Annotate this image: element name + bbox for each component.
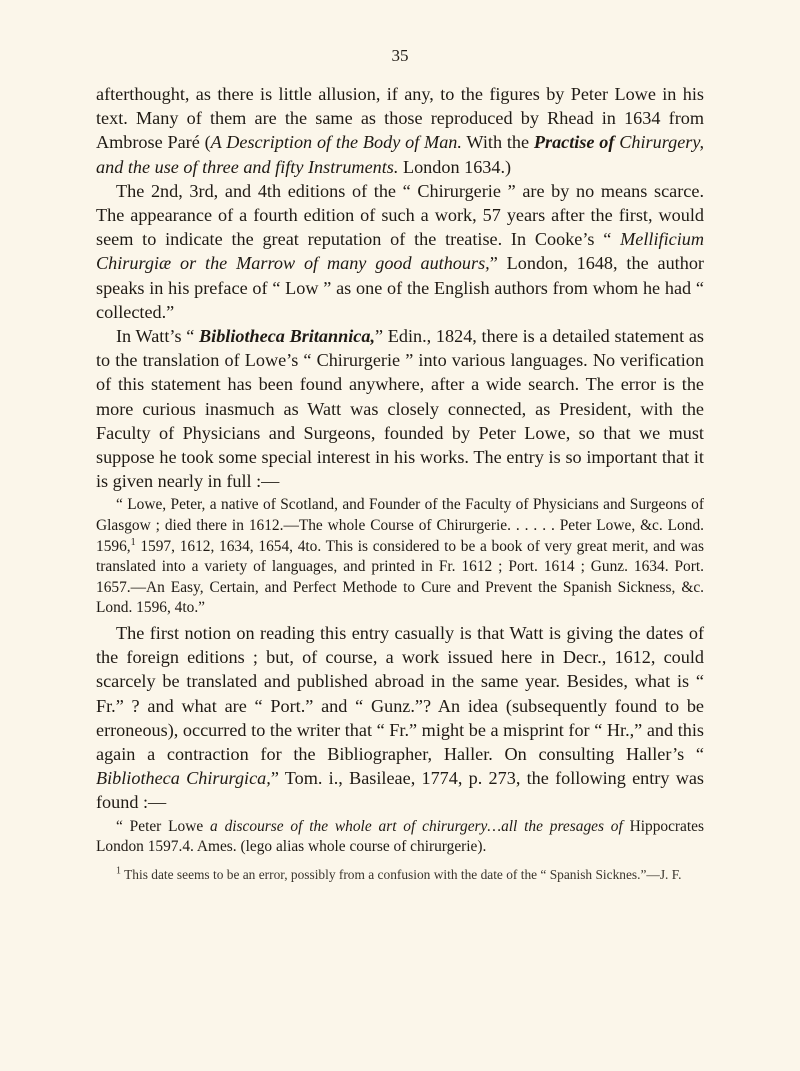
paragraph-3	[96, 324, 704, 493]
footnote-mark: 1	[116, 865, 121, 877]
title-discourse-chirurgery: a discourse of the whole art of chirurgery…all the presages of	[210, 817, 623, 835]
paragraph-2	[96, 179, 704, 324]
footnote-text: This date seems to be an error, possibly from a confusion with the date of the “ Spanish Sicknes.”—J. F.	[121, 866, 682, 882]
title-chirurgery-instruments: Chirurgery, and the use of three and fifty Instruments.	[96, 132, 704, 177]
title-description-of-body: A Description of the Body of Man.	[210, 132, 462, 153]
paragraph-4-text-2: ” Tom. i., Basileae, 1774, p. 273, the following entry was found :—	[96, 768, 704, 813]
quotation-2-text: “ Peter Lowe	[116, 817, 211, 835]
quotation-watt-entry	[96, 495, 704, 619]
title-bibliotheca-chirurgica: Bibliotheca Chirurgica,	[96, 768, 271, 789]
title-bibliotheca-britannica: Bibliotheca Britannica,	[199, 326, 376, 347]
quotation-2-text-2: Hippocrates London 1597.4. Ames. (lego alias whole course of chirurgerie).	[96, 817, 704, 856]
page-number: 35	[391, 46, 409, 65]
quotation-haller-entry	[96, 817, 704, 858]
paragraph-1-text-3: London 1634.)	[398, 156, 512, 177]
page-body	[96, 82, 704, 897]
paragraph-1-text-2: With the	[461, 132, 534, 153]
paragraph-3-text: In Watt’s “	[116, 326, 200, 347]
footnote-reference: 1	[130, 536, 136, 548]
paragraph-4	[96, 621, 704, 815]
paragraph-2-text-2: ” London, 1648, the author speaks in his preface of “ Low ” as one of the English authors from whom he had “ collected.”	[96, 253, 704, 322]
quotation-1-text: “ Lowe, Peter, a native of Scotland, and Founder of the Faculty of Physicians and Surgeons of Glasgow ; died there in 1612.—The whole Course of Chirurgerie. . . . . . Peter Lowe, &c. Lond. 1596,	[96, 496, 704, 555]
paragraph-2-text: The 2nd, 3rd, and 4th editions of the “ Chirurgerie ” are by no means scarce. The appearance of a fourth edition of such a work, 57 years after the first, would seem to indicate the great reputation of the treatise. In Cooke’s “	[96, 180, 704, 250]
paragraph-1	[96, 82, 704, 179]
title-practise-of: Practise of	[533, 132, 615, 153]
paragraph-1-text: afterthought, as there is little allusion, if any, to the figures by Peter Lowe in his text. Many of them are the same as those reproduced by Rhead in 1634 from Ambrose Paré (	[96, 84, 704, 153]
footnote	[96, 866, 704, 884]
paragraph-4-text: The first notion on reading this entry casually is that Watt is giving the dates of the foreign editions ; but, of course, a work issued here in Decr., 1612, could scarcely be translated and published abroad in the same year. Besides, what is “ Fr.” ? and what are “ Port.” and “ Gunz.”? An idea (subsequently found to be erroneous), occurred to the writer that “ Fr.” might be a misprint for “ Hr.,” and this again a contraction for the Bibliographer, Haller. On consulting Haller’s “	[96, 623, 704, 765]
title-mellificium: Mellificium Chirurgiæ or the Marrow of many good authours,	[96, 229, 704, 274]
paragraph-3-text-2: ” Edin., 1824, there is a detailed statement as to the translation of Lowe’s “ Chirurgerie ” into various languages. No verification of this statement has been found anywhere, after a wide search. The error is the more curious inasmuch as Watt was closely connected, as President, with the Faculty of Physicians and Surgeons, founded by Peter Lowe, so that we must suppose he took some special interest in his works. The entry is so important that it is given nearly in full :—	[96, 326, 704, 492]
quotation-1-text-2: 1597, 1612, 1634, 1654, 4to. This is considered to be a book of very great merit, and was translated into a variety of languages, and printed in Fr. 1612 ; Port. 1614 ; Gunz. 1634. Port. 1657.—An Easy, Certain, and Perfect Methode to Cure and Prevent the Spanish Sickness, &c. Lond. 1596, 4to.”	[96, 537, 704, 617]
